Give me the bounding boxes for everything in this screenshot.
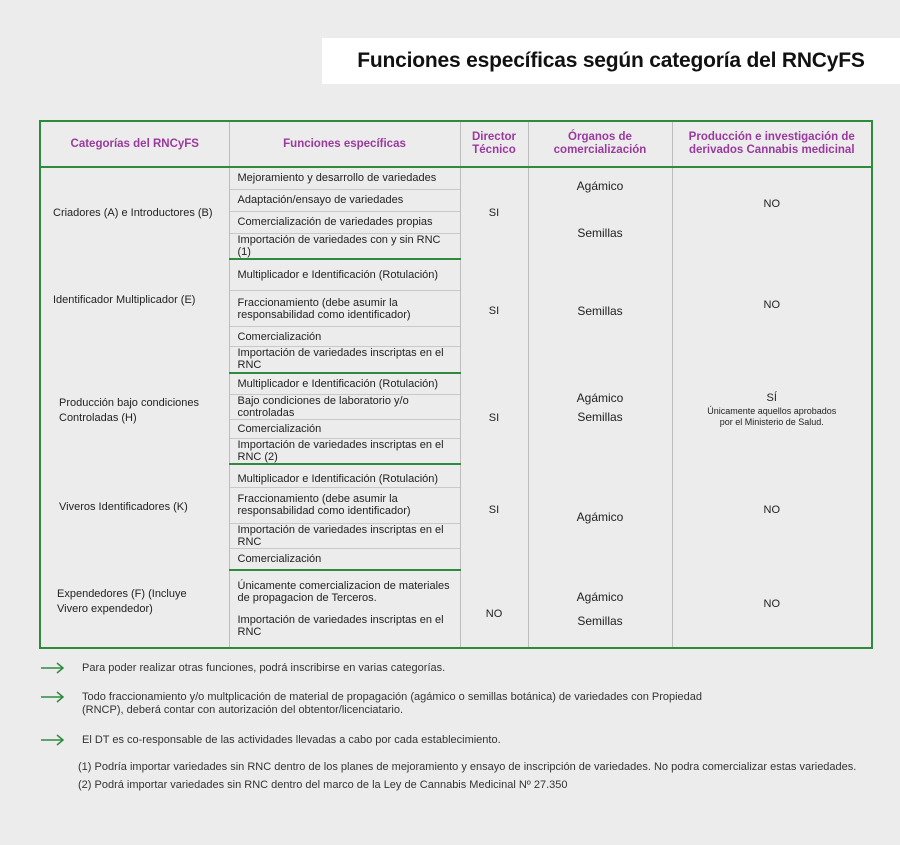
note-text: Para poder realizar otras funciones, podrá inscribirse en varias categorías. bbox=[82, 662, 446, 674]
table-row bbox=[40, 373, 872, 395]
director-cell: NO bbox=[460, 570, 528, 648]
table-row bbox=[40, 167, 872, 189]
category-cell: Criadores (A) e Introductores (B) bbox=[40, 167, 229, 259]
cannabis-cell: NO bbox=[672, 167, 872, 259]
function-cell: Importación de variedades inscriptas en el RNC bbox=[229, 347, 460, 373]
page-title: Funciones específicas según categoría del RNCyFS bbox=[322, 38, 900, 84]
cannabis-cell: NO bbox=[672, 259, 872, 373]
function-cell: Únicamente comercializacion de materiales de propagacion de Terceros. bbox=[229, 570, 460, 612]
arrow-right-icon bbox=[40, 732, 66, 748]
organo-value: Agámico bbox=[576, 178, 624, 193]
organo-value: Semillas bbox=[577, 409, 623, 424]
director-cell: SI bbox=[460, 373, 528, 465]
function-cell: Comercialización bbox=[229, 327, 460, 347]
header-funciones: Funciones específicas bbox=[229, 121, 460, 167]
arrow-right-icon bbox=[40, 689, 66, 705]
cannabis-cell: NO bbox=[672, 570, 872, 648]
organos-cell bbox=[528, 167, 672, 259]
category-cell: Viveros Identificadores (K) bbox=[40, 464, 229, 570]
note-text: Todo fraccionamiento y/o multplicación de material de propagación (agámico o semillas botánica) de variedades con Propiedad (RNCP), deberá contar con autorización del obtentor/licenciatario. bbox=[82, 691, 703, 716]
function-cell: Fraccionamiento (debe asumir la responsabilidad como identificador) bbox=[229, 291, 460, 327]
cannabis-cell bbox=[672, 373, 872, 465]
function-cell: Importación de variedades con y sin RNC (1) bbox=[229, 233, 460, 259]
header-categorias: Categorías del RNCyFS bbox=[40, 121, 229, 167]
director-cell: SI bbox=[460, 259, 528, 373]
footnote-1: (1) Podría importar variedades sin RNC dentro de los planes de mejoramiento y ensayo de inscripción de variedades. No podra comercializar estas variedades. bbox=[78, 761, 857, 773]
cannabis-cell: NO bbox=[672, 464, 872, 570]
organo-value: Agámico bbox=[576, 510, 624, 524]
director-cell: SI bbox=[460, 464, 528, 570]
category-cell: Expendedores (F) (Incluye Vivero expendedor) bbox=[40, 570, 229, 648]
category-cell: Producción bajo condiciones Controladas (H) bbox=[40, 373, 229, 465]
function-cell: Comercialización bbox=[229, 420, 460, 439]
organos-cell bbox=[528, 570, 672, 648]
director-cell: SI bbox=[460, 167, 528, 259]
table-row bbox=[40, 570, 872, 612]
notes-list bbox=[40, 662, 880, 747]
table-row bbox=[40, 259, 872, 291]
function-cell: Importación de variedades inscriptas en el RNC bbox=[229, 523, 460, 548]
header-director: Director Técnico bbox=[460, 121, 528, 167]
organos-cell bbox=[528, 373, 672, 465]
category-cell: Identificador Multiplicador (E) bbox=[40, 259, 229, 373]
organos-cell bbox=[528, 464, 672, 570]
function-cell: Multiplicador e Identificación (Rotulación) bbox=[229, 373, 460, 395]
footnote-2: (2) Podrá importar variedades sin RNC dentro del marco de la Ley de Cannabis Medicinal Nº 27.350 bbox=[78, 779, 568, 791]
organo-value: Agámico bbox=[576, 589, 624, 604]
header-row bbox=[40, 121, 872, 167]
note-item bbox=[40, 662, 880, 675]
organo-value: Agámico bbox=[576, 390, 624, 405]
table-row bbox=[40, 464, 872, 487]
header-cannabis: Producción e investigación de derivados Cannabis medicinal bbox=[672, 121, 872, 167]
function-cell: Fraccionamiento (debe asumir la responsabilidad como identificador) bbox=[229, 487, 460, 523]
arrow-right-icon bbox=[40, 660, 66, 676]
function-cell: Multiplicador e Identificación (Rotulación) bbox=[229, 464, 460, 487]
function-cell: Adaptación/ensayo de variedades bbox=[229, 189, 460, 211]
function-cell: Comercialización de variedades propias bbox=[229, 211, 460, 233]
function-cell: Bajo condiciones de laboratorio y/o controladas bbox=[229, 395, 460, 420]
function-cell: Comercialización bbox=[229, 548, 460, 570]
note-item bbox=[40, 734, 880, 747]
note-item bbox=[40, 691, 880, 717]
organos-cell bbox=[528, 259, 672, 373]
header-organos: Órganos de comercialización bbox=[528, 121, 672, 167]
function-cell: Mejoramiento y desarrollo de variedades bbox=[229, 167, 460, 189]
cannabis-note: Únicamente aquellos aprobados por el Ministerio de Salud. bbox=[707, 406, 837, 428]
function-cell: Importación de variedades inscriptas en el RNC bbox=[229, 612, 460, 648]
organo-value: Semillas bbox=[577, 613, 623, 628]
note-text: El DT es co-responsable de las actividades llevadas a cabo por cada establecimiento. bbox=[82, 734, 501, 746]
rncyfs-table bbox=[39, 120, 873, 649]
cannabis-value: SÍ bbox=[766, 392, 777, 405]
function-cell: Multiplicador e Identificación (Rotulación) bbox=[229, 259, 460, 291]
organo-value: Semillas bbox=[577, 303, 623, 318]
function-cell: Importación de variedades inscriptas en el RNC (2) bbox=[229, 439, 460, 465]
organo-value: Semillas bbox=[577, 225, 623, 240]
